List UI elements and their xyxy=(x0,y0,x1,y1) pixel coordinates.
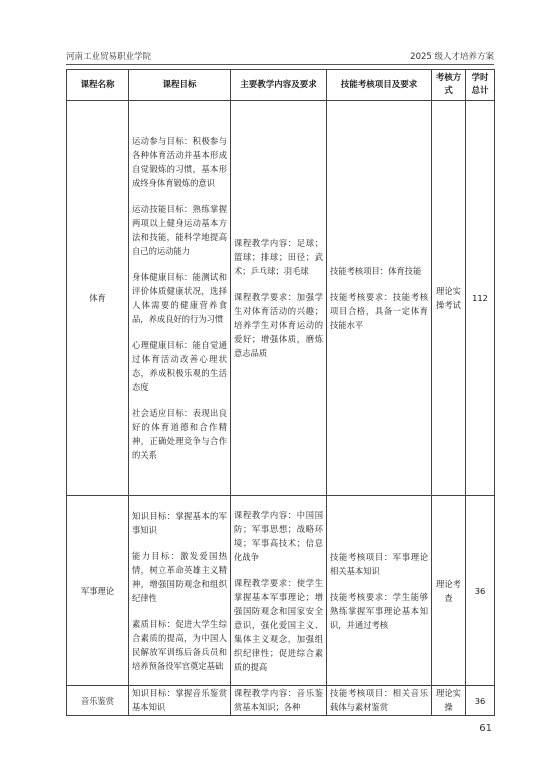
total-hours: 112 xyxy=(466,101,495,496)
assessment-method: 理论实操 xyxy=(432,686,466,716)
assessment-method: 理论考查 xyxy=(432,496,466,686)
course-name: 军事理论 xyxy=(67,496,129,686)
goal-text: 心理健康目标：能自觉通过体育活动改善心理状态，养成积极乐观的生活态度 xyxy=(132,340,227,392)
assessment-method: 理论实操考试 xyxy=(432,101,466,496)
course-skills xyxy=(327,101,432,496)
goal-text: 知识目标：掌握音乐鉴赏基本知识 xyxy=(132,688,227,712)
header-doc-title: 2025 级人才培养方案 xyxy=(410,52,494,62)
col-header-course-name: 课程名称 xyxy=(67,70,129,101)
table-row xyxy=(67,496,495,686)
course-name: 体育 xyxy=(67,101,129,496)
goal-text: 社会适应目标：表现出良好的体育道德和合作精神，正确处理竞争与合作的关系 xyxy=(132,408,227,460)
goal-text: 身体健康目标：能测试和评价体质健康状况，选择人体需要的健康营养食品，养成良好的行为习惯 xyxy=(132,272,227,324)
content-text: 课程教学内容：中国国防；军事思想；战略环境；军事高技术；信息化战争 xyxy=(234,509,323,562)
course-content xyxy=(231,686,327,716)
course-skills xyxy=(327,686,432,716)
course-name: 音乐鉴赏 xyxy=(67,686,129,716)
skill-text: 技能考核项目：体育技能 xyxy=(330,266,422,276)
col-header-skills: 技能考核项目及要求 xyxy=(327,70,432,101)
col-header-method: 考核方式 xyxy=(432,70,466,101)
skill-text: 技能考核项目：相关音乐载体与素材鉴赏 xyxy=(330,688,428,712)
table-header-row xyxy=(67,70,495,101)
content-text: 课程教学要求：使学生掌握基本军事理论；增强国防观念和国家安全意识，强化爱国主义、集体主义观念，加强组织纪律性；促进综合素质的提高 xyxy=(234,577,323,672)
skill-text: 技能考核要求：学生能够熟练掌握军事理论基本知识，并通过考核 xyxy=(330,591,428,630)
goal-text: 知识目标：掌握基本的军事知识 xyxy=(132,510,227,535)
course-goals xyxy=(129,496,231,686)
page-number: 61 xyxy=(479,723,492,734)
goal-text: 运动参与目标：积极参与各种体育活动并基本形成自觉锻炼的习惯，基本形成终身体育锻炼的意识 xyxy=(132,136,227,188)
skill-text: 技能考核要求：技能考核项目合格，具备一定体育技能水平 xyxy=(330,292,428,330)
total-hours: 36 xyxy=(466,496,495,686)
col-header-content: 主要教学内容及要求 xyxy=(231,70,327,101)
page-header xyxy=(66,50,494,65)
course-skills xyxy=(327,496,432,686)
course-content xyxy=(231,496,327,686)
course-goals xyxy=(129,686,231,716)
course-goals xyxy=(129,101,231,496)
content-text: 课程教学内容：足球；篮球；排球；田径；武术；乒乓球；羽毛球 xyxy=(234,238,323,276)
course-table xyxy=(66,69,495,716)
content-text: 课程教学内容：音乐鉴赏基本知识；各种 xyxy=(234,688,323,712)
table-row xyxy=(67,686,495,716)
skill-text: 技能考核项目：军事理论相关基本知识 xyxy=(330,551,428,576)
goal-text: 素质目标：促进大学生综合素质的提高，为中国人民解放军训练后备兵员和培养预备役军官奠定基础 xyxy=(132,618,227,671)
content-text: 课程教学要求：加强学生对体育活动的兴趣；培养学生对体育运动的爱好；增强体质，磨炼意志品质 xyxy=(234,292,323,358)
col-header-hours: 学时总计 xyxy=(466,70,495,101)
header-school-name: 河南工业贸易职业学院 xyxy=(66,52,152,62)
goal-text: 运动技能目标：熟练掌握两项以上健身运动基本方法和技能，能科学地提高自己的运动能力 xyxy=(132,204,227,256)
col-header-course-goals: 课程目标 xyxy=(129,70,231,101)
total-hours: 36 xyxy=(466,686,495,716)
goal-text: 能力目标：激发爱国热情，树立革命英雄主义精神，增强国防观念和组织纪律性 xyxy=(132,550,227,603)
course-content xyxy=(231,101,327,496)
table-row xyxy=(67,101,495,496)
